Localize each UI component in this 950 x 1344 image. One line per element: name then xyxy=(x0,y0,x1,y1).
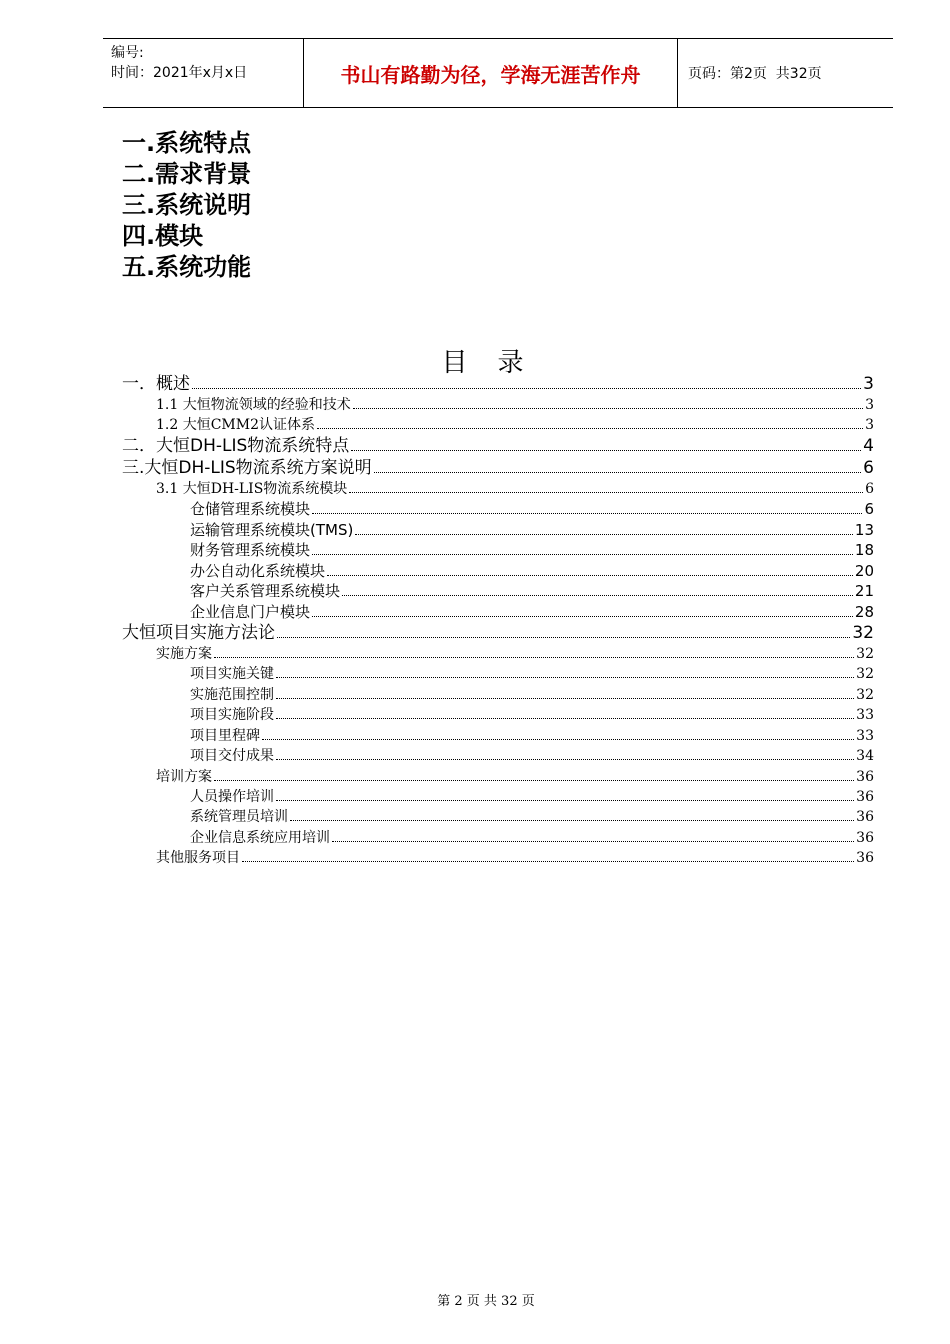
toc-leader-dots xyxy=(355,523,853,535)
toc-entry-title: 1.1 大恒物流领域的经验和技术 xyxy=(156,397,351,413)
page-footer xyxy=(0,1290,950,1309)
toc-leader-dots xyxy=(312,605,853,617)
section-heading: 三.系统说明 xyxy=(122,191,252,219)
toc-leader-dots xyxy=(214,647,854,658)
toc-entry[interactable] xyxy=(122,435,874,457)
header-left-cell xyxy=(103,39,304,107)
toc-entry-page: 4 xyxy=(863,436,874,456)
toc-entry-page: 6 xyxy=(863,458,874,478)
toc-leader-dots xyxy=(262,729,854,740)
toc-entry[interactable] xyxy=(122,479,874,499)
time-label: 时间：2021年x月x日 xyxy=(111,65,248,81)
code-label: 编号: xyxy=(111,45,144,61)
toc-entry-page: 36 xyxy=(856,829,874,846)
toc-entry[interactable] xyxy=(122,581,874,602)
toc-entry[interactable] xyxy=(122,726,874,747)
header-page-info xyxy=(678,39,893,107)
toc-entry-title: 仓储管理系统模块 xyxy=(190,500,311,518)
toc-leader-dots xyxy=(332,831,854,842)
section-heading: 五.系统功能 xyxy=(122,253,252,281)
toc-entry[interactable] xyxy=(122,848,874,868)
toc-leader-dots xyxy=(242,851,854,862)
toc-entry-title: 项目实施关键 xyxy=(190,666,274,682)
toc-entry[interactable] xyxy=(122,415,874,435)
toc-entry[interactable] xyxy=(122,705,874,726)
toc-entry-page: 32 xyxy=(856,666,874,682)
toc-entry[interactable] xyxy=(122,457,874,479)
toc-leader-dots xyxy=(327,564,853,576)
toc-entry-page: 32 xyxy=(856,646,874,662)
toc-leader-dots xyxy=(374,460,861,473)
toc-entry-page: 33 xyxy=(856,727,874,744)
toc-entry-title: 三.大恒DH-LIS物流系统方案说明 xyxy=(122,458,372,478)
section-heading: 一.系统特点 xyxy=(122,129,252,157)
toc-entry-title: 1.2 大恒CMM2认证体系 xyxy=(156,417,316,433)
toc-entry-page: 36 xyxy=(856,850,874,866)
toc-entry-title: 实施范围控制 xyxy=(190,686,274,703)
toc-entry-title: 客户关系管理系统模块 xyxy=(190,582,341,600)
toc-title: 目录 xyxy=(441,348,554,378)
toc-entry-page: 3 xyxy=(863,374,874,394)
toc-entry-page: 36 xyxy=(856,788,874,805)
toc-entry-title: 项目实施阶段 xyxy=(190,707,274,723)
toc-entry[interactable] xyxy=(122,540,874,561)
toc-entry-title: 企业信息门户模块 xyxy=(190,602,311,621)
toc-leader-dots xyxy=(276,790,854,801)
toc-entry[interactable] xyxy=(122,828,874,849)
toc-leader-dots xyxy=(290,810,854,821)
toc-leader-dots xyxy=(351,438,861,451)
toc-entry-page: 32 xyxy=(852,623,874,643)
toc-entry[interactable] xyxy=(122,664,874,685)
toc-entry-title: 项目里程碑 xyxy=(190,727,260,744)
toc-entry-page: 34 xyxy=(856,748,874,764)
page-info-text: 页码：第2页 共32页 xyxy=(688,66,822,82)
toc-entry-title: 3.1 大恒DH-LIS物流系统模块 xyxy=(156,481,348,497)
toc-leader-dots xyxy=(276,708,854,719)
toc-leader-dots xyxy=(312,503,862,515)
footer-page-number: 第 2 页 共 32 页 xyxy=(437,1294,535,1309)
toc-leader-dots xyxy=(192,376,861,389)
toc-entry-title: 人员操作培训 xyxy=(190,788,274,805)
toc-entry-title: 大恒项目实施方法论 xyxy=(122,623,275,643)
toc-entry-page: 6 xyxy=(865,481,874,497)
toc-entry[interactable] xyxy=(122,602,874,623)
toc-entry-page: 36 xyxy=(856,809,874,825)
toc-entry-page: 3 xyxy=(865,417,874,433)
toc-entry[interactable] xyxy=(122,746,874,767)
toc-entry-page: 33 xyxy=(856,707,874,723)
toc-leader-dots xyxy=(312,544,853,556)
toc-entry-page: 20 xyxy=(854,561,874,580)
toc-entry-page: 6 xyxy=(864,500,874,518)
toc-entry[interactable] xyxy=(122,499,874,520)
toc-entry-page: 28 xyxy=(854,602,874,621)
toc-entry-page: 13 xyxy=(854,520,874,539)
toc-entry-title: 财务管理系统模块 xyxy=(190,541,311,559)
toc-leader-dots xyxy=(276,688,854,699)
toc-entry-title: 运输管理系统模块(TMS) xyxy=(190,520,354,539)
toc-entry[interactable] xyxy=(122,644,874,664)
toc-entry[interactable] xyxy=(122,561,874,582)
section-heading: 四.模块 xyxy=(122,222,204,250)
toc-entry[interactable] xyxy=(122,520,874,541)
toc-entry[interactable] xyxy=(122,787,874,808)
page-header xyxy=(103,38,893,108)
toc-leader-dots xyxy=(342,585,853,597)
section-list xyxy=(122,128,251,283)
toc-entry-title: 项目交付成果 xyxy=(190,748,274,764)
toc-entry-title: 企业信息系统应用培训 xyxy=(190,829,330,846)
toc-entry[interactable] xyxy=(122,685,874,706)
toc-leader-dots xyxy=(276,667,854,678)
toc-leader-dots xyxy=(277,625,850,638)
toc-entry[interactable] xyxy=(122,373,874,395)
toc-entry-title: 一．概述 xyxy=(122,374,190,394)
toc-entry-title: 系统管理员培训 xyxy=(190,809,288,825)
toc-entry[interactable] xyxy=(122,807,874,828)
toc-entry-page: 3 xyxy=(865,397,874,413)
toc-entry-page: 32 xyxy=(856,686,874,703)
toc-entry[interactable] xyxy=(122,622,874,644)
header-slogan: 书山有路勤为径，学海无涯苦作舟 xyxy=(304,39,678,107)
toc-entry-title: 其他服务项目 xyxy=(156,850,240,866)
toc-entry-title: 培训方案 xyxy=(156,768,212,785)
toc-leader-dots xyxy=(317,418,863,429)
toc-leader-dots xyxy=(353,398,863,409)
toc-entry-page: 18 xyxy=(854,541,874,559)
toc-entry-page: 36 xyxy=(856,768,874,785)
toc-leader-dots xyxy=(214,770,854,781)
toc-leader-dots xyxy=(276,749,854,760)
toc-entry-page: 21 xyxy=(854,582,874,600)
table-of-contents xyxy=(122,373,874,868)
toc-entry-title: 办公自动化系统模块 xyxy=(190,561,326,580)
section-heading: 二.需求背景 xyxy=(122,160,252,188)
toc-entry[interactable] xyxy=(122,767,874,787)
toc-entry[interactable] xyxy=(122,395,874,415)
toc-entry-title: 二．大恒DH-LIS物流系统特点 xyxy=(122,436,350,456)
toc-entry-title: 实施方案 xyxy=(156,646,212,662)
toc-leader-dots xyxy=(349,482,863,493)
